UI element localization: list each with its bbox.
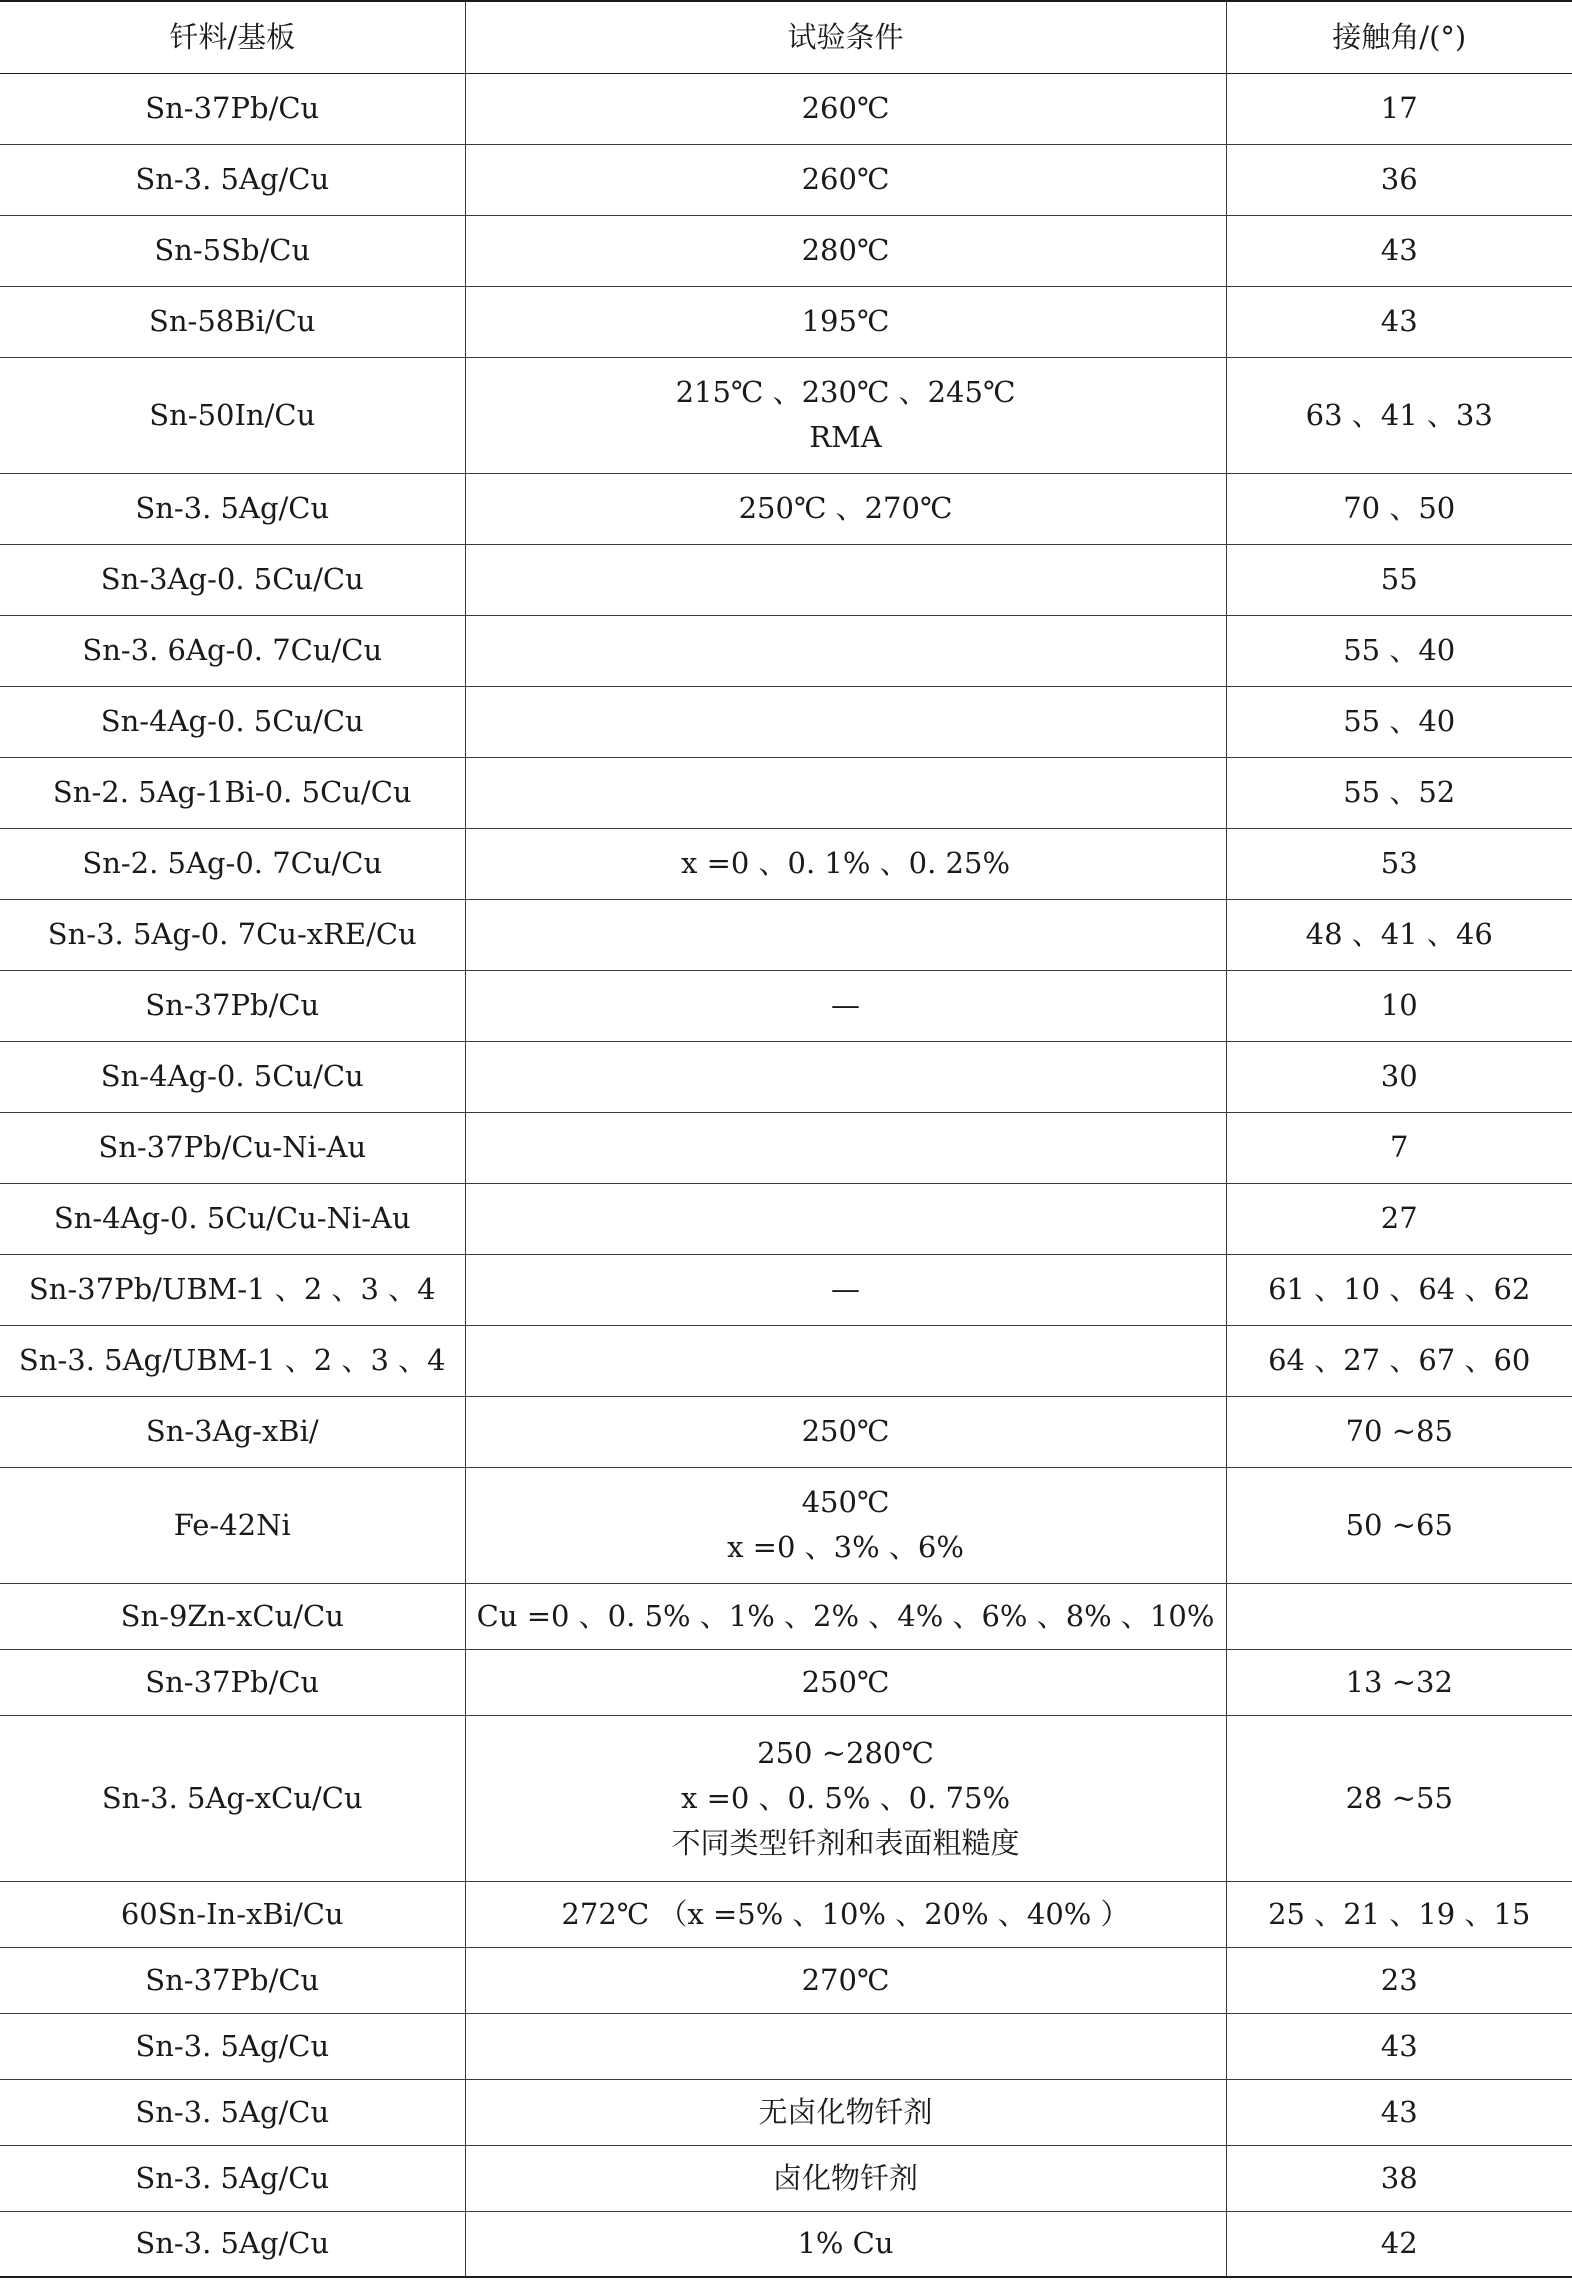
cell-conditions [465,1947,1226,2013]
cell-contact-angle: 48 、41 、46 [1226,899,1572,970]
cell-solder: Sn-37Pb/Cu [0,73,465,144]
cell-solder: Sn-3. 5Ag-0. 7Cu-xRE/Cu [0,899,465,970]
cell-contact-angle: 43 [1226,2079,1572,2145]
cell-solder: Sn-3. 5Ag/Cu [0,2079,465,2145]
condition-line: 270℃ [801,1962,890,1997]
table-row [0,970,1572,1041]
cell-solder: Sn-3. 5Ag/UBM-1 、2 、3 、4 [0,1325,465,1396]
cell-contact-angle: 55 、52 [1226,757,1572,828]
cell-conditions [465,899,1226,970]
condition-line: 260℃ [801,162,890,196]
cell-solder: Fe-42Ni [0,1467,465,1583]
condition-line: 250 ~280℃ [757,1735,934,1770]
table-row [0,899,1572,970]
cell-conditions [465,1396,1226,1467]
cell-contact-angle: 38 [1226,2145,1572,2211]
condition-line: 250℃ [801,1414,890,1448]
condition-line: — [831,988,860,1022]
table-row [0,828,1572,899]
cell-contact-angle: 70 、50 [1226,473,1572,544]
table-row [0,144,1572,215]
cell-solder: Sn-3Ag-xBi/ [0,1396,465,1467]
cell-contact-angle [1226,1583,1572,1649]
table-row [0,73,1572,144]
cell-contact-angle: 55 、40 [1226,615,1572,686]
cell-conditions [465,544,1226,615]
cell-solder: Sn-3. 5Ag/Cu [0,2145,465,2211]
table-row [0,757,1572,828]
cell-contact-angle: 42 [1226,2211,1572,2277]
cell-contact-angle: 7 [1226,1112,1572,1183]
table-row [0,2013,1572,2079]
condition-line: 250℃ 、270℃ [738,491,953,525]
condition-line: x =0 、3% 、6% [727,1530,964,1564]
cell-contact-angle: 43 [1226,286,1572,357]
table-row [0,1254,1572,1325]
cell-solder: Sn-58Bi/Cu [0,286,465,357]
cell-conditions [465,144,1226,215]
condition-line: x =0 、0. 1% 、0. 25% [681,846,1010,880]
table-row [0,1041,1572,1112]
cell-solder: Sn-3. 5Ag/Cu [0,2211,465,2277]
cell-conditions [465,215,1226,286]
cell-contact-angle: 50 ~65 [1226,1467,1572,1583]
cell-solder: Sn-3. 5Ag/Cu [0,2013,465,2079]
cell-contact-angle: 17 [1226,73,1572,144]
condition-line: 卤化物钎剂 [772,2160,918,2195]
condition-line: — [831,1272,860,1306]
cell-contact-angle: 10 [1226,970,1572,1041]
condition-line: Cu =0 、0. 5% 、1% 、2% 、4% 、6% 、8% 、10% [476,1598,1215,1633]
cell-conditions [465,757,1226,828]
cell-solder: Sn-5Sb/Cu [0,215,465,286]
table-row [0,615,1572,686]
header-solder: 钎料/基板 [0,1,465,73]
cell-conditions [465,2145,1226,2211]
cell-conditions [465,473,1226,544]
cell-conditions [465,686,1226,757]
cell-contact-angle: 25 、21 、19 、15 [1226,1881,1572,1947]
cell-contact-angle: 28 ~55 [1226,1715,1572,1881]
table-row [0,686,1572,757]
cell-solder: Sn-3. 5Ag/Cu [0,473,465,544]
table-row [0,286,1572,357]
condition-line: 195℃ [801,304,890,338]
cell-solder: Sn-3. 6Ag-0. 7Cu/Cu [0,615,465,686]
cell-solder: Sn-9Zn-xCu/Cu [0,1583,465,1649]
cell-solder: Sn-37Pb/Cu-Ni-Au [0,1112,465,1183]
cell-solder: Sn-37Pb/Cu [0,970,465,1041]
header-conditions: 试验条件 [465,1,1226,73]
table-row [0,2079,1572,2145]
cell-contact-angle: 53 [1226,828,1572,899]
condition-line: x =0 、0. 5% 、0. 75% [681,1780,1010,1815]
cell-solder: Sn-3. 5Ag-xCu/Cu [0,1715,465,1881]
cell-contact-angle: 55 [1226,544,1572,615]
cell-contact-angle: 55 、40 [1226,686,1572,757]
cell-conditions [465,1183,1226,1254]
table-row [0,1715,1572,1881]
cell-conditions [465,2013,1226,2079]
cell-contact-angle: 13 ~32 [1226,1649,1572,1715]
cell-conditions [465,1112,1226,1183]
table-row [0,1583,1572,1649]
cell-solder: Sn-4Ag-0. 5Cu/Cu-Ni-Au [0,1183,465,1254]
cell-solder: Sn-50In/Cu [0,357,465,473]
table-row [0,1467,1572,1583]
table-row [0,1649,1572,1715]
cell-solder: Sn-2. 5Ag-1Bi-0. 5Cu/Cu [0,757,465,828]
cell-contact-angle: 27 [1226,1183,1572,1254]
cell-contact-angle: 64 、27 、67 、60 [1226,1325,1572,1396]
cell-solder: Sn-4Ag-0. 5Cu/Cu [0,686,465,757]
cell-solder: Sn-37Pb/Cu [0,1947,465,2013]
header-row [0,1,1572,73]
cell-conditions [465,1715,1226,1881]
cell-conditions [465,1041,1226,1112]
cell-conditions [465,73,1226,144]
cell-solder: Sn-3Ag-0. 5Cu/Cu [0,544,465,615]
cell-contact-angle: 43 [1226,2013,1572,2079]
cell-conditions [465,1649,1226,1715]
condition-line: RMA [809,420,882,454]
cell-contact-angle: 30 [1226,1041,1572,1112]
cell-solder: Sn-3. 5Ag/Cu [0,144,465,215]
cell-conditions [465,1467,1226,1583]
condition-line: 250℃ [801,1664,890,1699]
table-row [0,1325,1572,1396]
cell-solder: 60Sn-In-xBi/Cu [0,1881,465,1947]
cell-solder: Sn-4Ag-0. 5Cu/Cu [0,1041,465,1112]
table-row [0,357,1572,473]
cell-conditions [465,357,1226,473]
condition-line: 215℃ 、230℃ 、245℃ [675,375,1016,409]
condition-line: 280℃ [801,233,890,267]
table-row [0,473,1572,544]
table-row [0,2211,1572,2277]
cell-contact-angle: 70 ~85 [1226,1396,1572,1467]
cell-conditions [465,970,1226,1041]
cell-solder: Sn-37Pb/Cu [0,1649,465,1715]
table-row [0,544,1572,615]
condition-line: 1% Cu [797,2226,894,2261]
cell-conditions [465,1254,1226,1325]
table-row [0,215,1572,286]
cell-contact-angle: 63 、41 、33 [1226,357,1572,473]
cell-contact-angle: 43 [1226,215,1572,286]
cell-solder: Sn-37Pb/UBM-1 、2 、3 、4 [0,1254,465,1325]
condition-line: 无卤化物钎剂 [758,2094,933,2129]
cell-contact-angle: 23 [1226,1947,1572,2013]
table-row [0,1396,1572,1467]
cell-contact-angle: 36 [1226,144,1572,215]
cell-conditions [465,2079,1226,2145]
cell-conditions [465,286,1226,357]
condition-line: 不同类型钎剂和表面粗糙度 [671,1825,1020,1860]
cell-contact-angle: 61 、10 、64 、62 [1226,1254,1572,1325]
condition-line: 450℃ [801,1485,890,1519]
header-contact-angle: 接触角/(°) [1226,1,1572,73]
cell-conditions [465,1325,1226,1396]
cell-solder: Sn-2. 5Ag-0. 7Cu/Cu [0,828,465,899]
table-row [0,2145,1572,2211]
condition-line: 272℃ （x =5% 、10% 、20% 、40% ） [561,1896,1130,1931]
cell-conditions [465,1881,1226,1947]
table-row [0,1881,1572,1947]
condition-line: 260℃ [801,91,890,125]
cell-conditions [465,1583,1226,1649]
cell-conditions [465,828,1226,899]
table-row [0,1112,1572,1183]
cell-conditions [465,615,1226,686]
cell-conditions [465,2211,1226,2277]
table-body [0,73,1572,2277]
table-row [0,1183,1572,1254]
table-row [0,1947,1572,2013]
